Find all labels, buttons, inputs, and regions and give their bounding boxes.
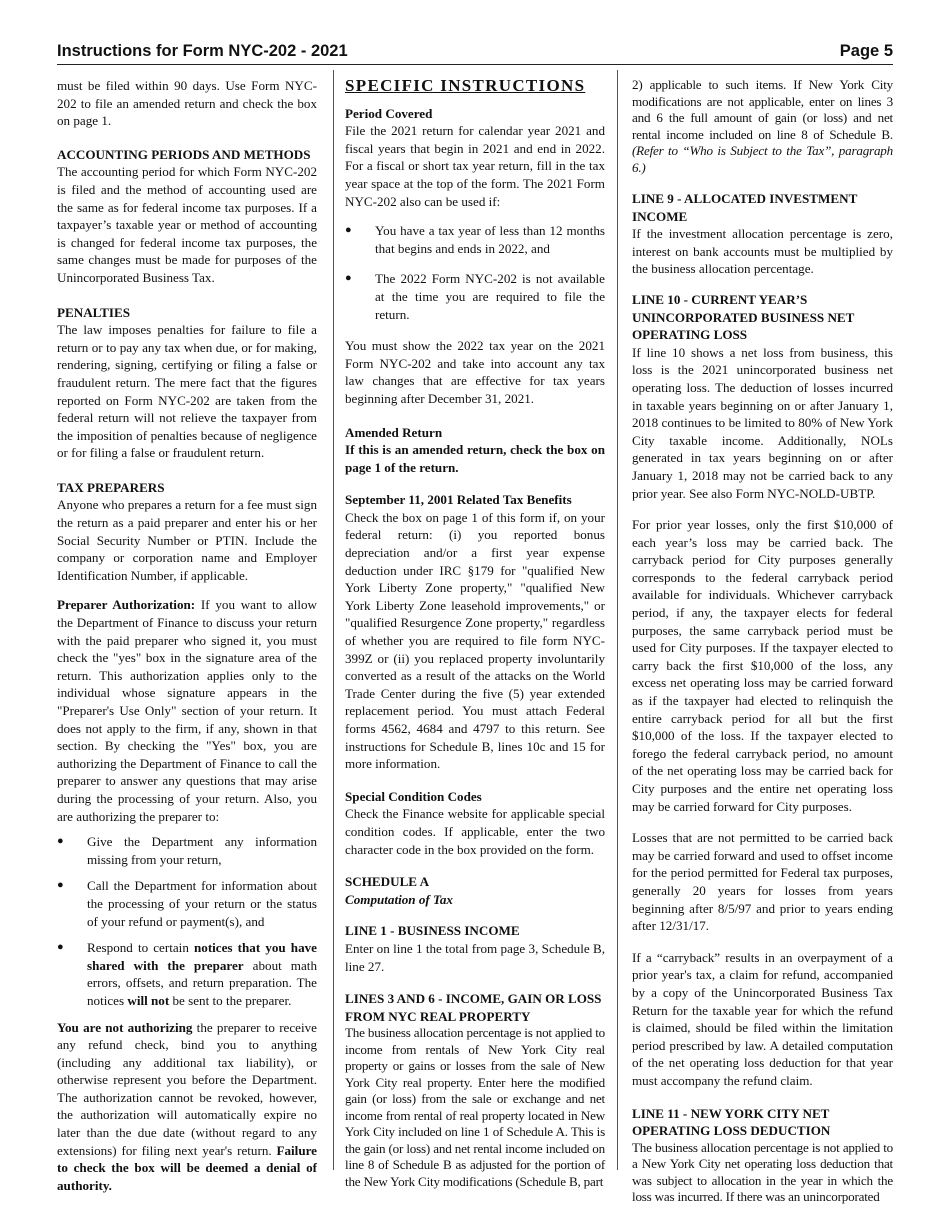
- section-heading: LINE 9 - ALLOCATED INVESTMENT INCOME: [632, 191, 858, 224]
- section-title: SPECIFIC INSTRUCTIONS: [345, 76, 586, 95]
- text-run: Respond to certain: [87, 940, 194, 956]
- section-subheading: Computation of Tax: [345, 891, 453, 907]
- paragraph: If line 10 shows a net loss from business, this loss is the 2021 unincorporated business net operating loss. The deduction of losses incurred in taxable years beginning on or after January 1, 2018 continues to be limited to 80% of New York City taxable income. Additionally, NOLs generated in tax years beginning on or after January 1, 2018 may not be carried back to any prior year. See also Form NYC-NOLD-UBTP.: [632, 344, 893, 501]
- section-heading: LINE 10 - CURRENT YEAR’S UNINCORPORATED BUSINESS NET OPERATING LOSS: [632, 291, 855, 343]
- authorization-list: [57, 833, 317, 1009]
- column-right: [632, 77, 893, 1206]
- section-heading: PENALTIES: [57, 304, 131, 320]
- paragraph: [632, 77, 893, 176]
- header-rule: [57, 64, 893, 65]
- section-heading: LINE 11 - NEW YORK CITY NET OPERATING LOSS DEDUCTION: [632, 1105, 831, 1139]
- text-run-bold: Failure to check the box will be deemed a denial of authority.: [57, 1142, 317, 1193]
- paragraph: Losses that are not permitted to be carried back may be carried forward and used to offset income for the period permitted for Federal tax purposes, generally 20 years for losses from years beginning after 8/5/97 and prior to years ending after 12/31/17.: [632, 830, 893, 934]
- paragraph: The accounting period for which Form NYC-202 is filed and the method of accounting used are the same as for federal income tax purposes. If a taxpayer’s taxable year or method of accounting is changed for federal income tax purposes, the same changes must be made for purposes of the Unincorporated Business Tax.: [57, 164, 317, 285]
- paragraph: Check the box on page 1 of this form if, on your federal return: (i) you reported bonus depreciation and/or a first year expense deduction under IRC §179 for "qualified New York Liberty Zone property," "qualified New York Liberty Zone leasehold improvements," or "qualified Resurgence Zone property," regardless of whether you are required to file form NYC-399Z or (ii) you replaced property involuntarily converted as a result of the attacks on the World Trade Center during the five (5) year extended replacement period. You must attach Federal forms 4562, 4684 and 4797 to this return. See instructions for Schedule B, lines 10c and 15 for more information.: [345, 509, 605, 772]
- list-item: ● The 2022 Form NYC-202 is not available at the time you are required to file the return.: [345, 270, 605, 323]
- section-heading: LINE 1 - BUSINESS INCOME: [345, 923, 520, 939]
- text-run-bold: will not: [127, 992, 170, 1008]
- document-title: Instructions for Form NYC-202 - 2021: [57, 42, 348, 60]
- paragraph: Check the Finance website for applicable special condition codes. If applicable, enter the two character code in the box provided on the form.: [345, 806, 605, 857]
- paragraph: If the investment allocation percentage is zero, interest on bank accounts must be multiplied by the business allocation percentage.: [632, 226, 893, 277]
- not-authorizing-paragraph: [57, 1019, 317, 1195]
- text-run: the preparer to receive any refund check, bind you to anything (including any additional tax liability), or otherwise represent you before the Department. The authorization cannot be revoked, however, the authorization will automatically expire no later than the due date (without regard to any extensions) for filing next year's return.: [57, 1019, 317, 1158]
- page-number: Page 5: [839, 42, 893, 60]
- paragraph: For prior year losses, only the first $10,000 of each year’s loss may be carried back. The carryback period for City purposes generally corresponds to the federal carryback period available for individuals. Whichever carryback period, if any, the taxpayer elects for federal purposes, the same carryback period must be used for City purposes. If the taxpayer elected to carry back the first $10,000 of the loss, any excess net operating loss may be carried forward as if the taxpayer had elected to relinquish the entire carryback period for all but the first $10,000 of the loss. If the taxpayer elected to forego the federal carryback period, no amount of the net operating loss may be carried back for City purposes and the entire net operating loss may be carried forward for City purposes.: [632, 517, 893, 814]
- text-run-italic: (Refer to “Who is Subject to the Tax”, paragraph 6.): [632, 143, 893, 175]
- authorization-lead: Preparer Authorization:: [57, 597, 196, 613]
- period-list: [345, 222, 605, 323]
- text-run: about math errors, offsets, and return preparation. The notices: [87, 957, 317, 1008]
- page-header: [57, 42, 893, 64]
- section-heading: SCHEDULE A: [345, 874, 430, 890]
- section-heading: September 11, 2001 Related Tax Benefits: [345, 492, 572, 508]
- list-item: ● You have a tax year of less than 12 months that begins and ends in 2022, and: [345, 222, 605, 257]
- authorization-text: If you want to allow the Department of Finance to discuss your return with the paid preparer who signed it, you must check the "yes" box in the signature area of the return. This authorization applies only to the individual whose signature appears in the "Preparer's Use Only" section of your return. It does not apply to the firm, if any, shown in that section. By checking the "Yes" box, you are authorizing the Department of Finance to call the preparer to answer any questions that may arise during the processing of your return. Also, you are authorizing the preparer to:: [57, 597, 317, 824]
- paragraph: Anyone who prepares a return for a fee must sign the return as a paid preparer and enter his or her Social Security Number or PTIN. Include the company or corporation name and Employer Identification Number, if applicable.: [57, 497, 317, 583]
- paragraph: Enter on line 1 the total from page 3, Schedule B, line 27.: [345, 940, 605, 974]
- text-run: be sent to the preparer.: [169, 992, 292, 1008]
- paragraph: File the 2021 return for calendar year 2021 and fiscal years that begin in 2021 and end in 2022. For a fiscal or short tax year return, fill in the tax year space at the top of the form. The 2021 Form NYC-202 also can be used if:: [345, 123, 605, 209]
- section-heading: Period Covered: [345, 105, 433, 121]
- section-heading: ACCOUNTING PERIODS AND METHODS: [57, 146, 311, 162]
- list-item: [57, 939, 317, 1009]
- column-left: [57, 77, 317, 1194]
- column-middle: [345, 77, 605, 1190]
- paragraph: The business allocation percentage is not applied to a New York City net operating loss deduction that was subject to allocation in the year in which the loss was incurred. If there was an unincorporated: [632, 1139, 893, 1205]
- paragraph: The law imposes penalties for failure to file a return or to pay any tax when due, or for making, rendering, signing, certifying or filing a false or fraudulent return. The mere fact that the figures reported on Form NYC-202 are taken from the federal return will not relieve the taxpayer from the imposition of penalties because of negligence or for filing a false or fraudulent return.: [57, 322, 317, 461]
- list-item: ● Give the Department any information missing from your return,: [57, 833, 317, 868]
- paragraph: You must show the 2022 tax year on the 2021 Form NYC-202 and take into account any tax law changes that are effective for tax years beginning after December 31, 2021.: [345, 338, 605, 406]
- text-run-bold: You are not authorizing: [57, 1019, 193, 1035]
- section-heading: Special Condition Codes: [345, 788, 482, 804]
- authorization-paragraph: [57, 596, 317, 825]
- section-heading: TAX PREPARERS: [57, 479, 165, 495]
- paragraph: If a “carryback” results in an overpayment of a prior year's tax, a claim for refund, accompanied by a copy of the Unincorporated Business Tax Return for the taxable year for which the refund is claimed, should be filed within the limitation period prescribed by law. A detailed computation of the net operating loss deduction for that year must accompany the refund claim.: [632, 949, 893, 1088]
- column-divider-1: [333, 70, 334, 1170]
- column-divider-2: [617, 70, 618, 1170]
- section-heading: Amended Return: [345, 424, 443, 440]
- list-item: ● Call the Department for information about the processing of your return or the status of your refund or payment(s), and: [57, 877, 317, 930]
- paragraph: If this is an amended return, check the box on page 1 of the return.: [345, 442, 605, 475]
- section-heading: LINES 3 AND 6 - INCOME, GAIN OR LOSS FROM NYC REAL PROPERTY: [345, 991, 602, 1024]
- paragraph: The business allocation percentage is not applied to income from rentals of New York City real property or gains or losses from the sale of New York City real property. Enter here the modified gain (or loss) from the sale or exchange and net income from rental of real property located in New York City included on line 1 of Schedule A. This is the gain (or loss) and net rental income included on line 8 of Schedule B as adjusted for the portion of the New York City modifications (Schedule B, part: [345, 1025, 605, 1189]
- text-run: 2) applicable to such items. If New York City modifications are not applicable, enter on lines 3 and 6 the full amount of gain (or loss) and net rental income included on line 8 of Schedule B.: [632, 77, 893, 142]
- text-run-bold: notices that you have shared with the preparer: [87, 940, 317, 973]
- intro-text: must be filed within 90 days. Use Form NYC-202 to file an amended return and check the box on page 1.: [57, 78, 317, 129]
